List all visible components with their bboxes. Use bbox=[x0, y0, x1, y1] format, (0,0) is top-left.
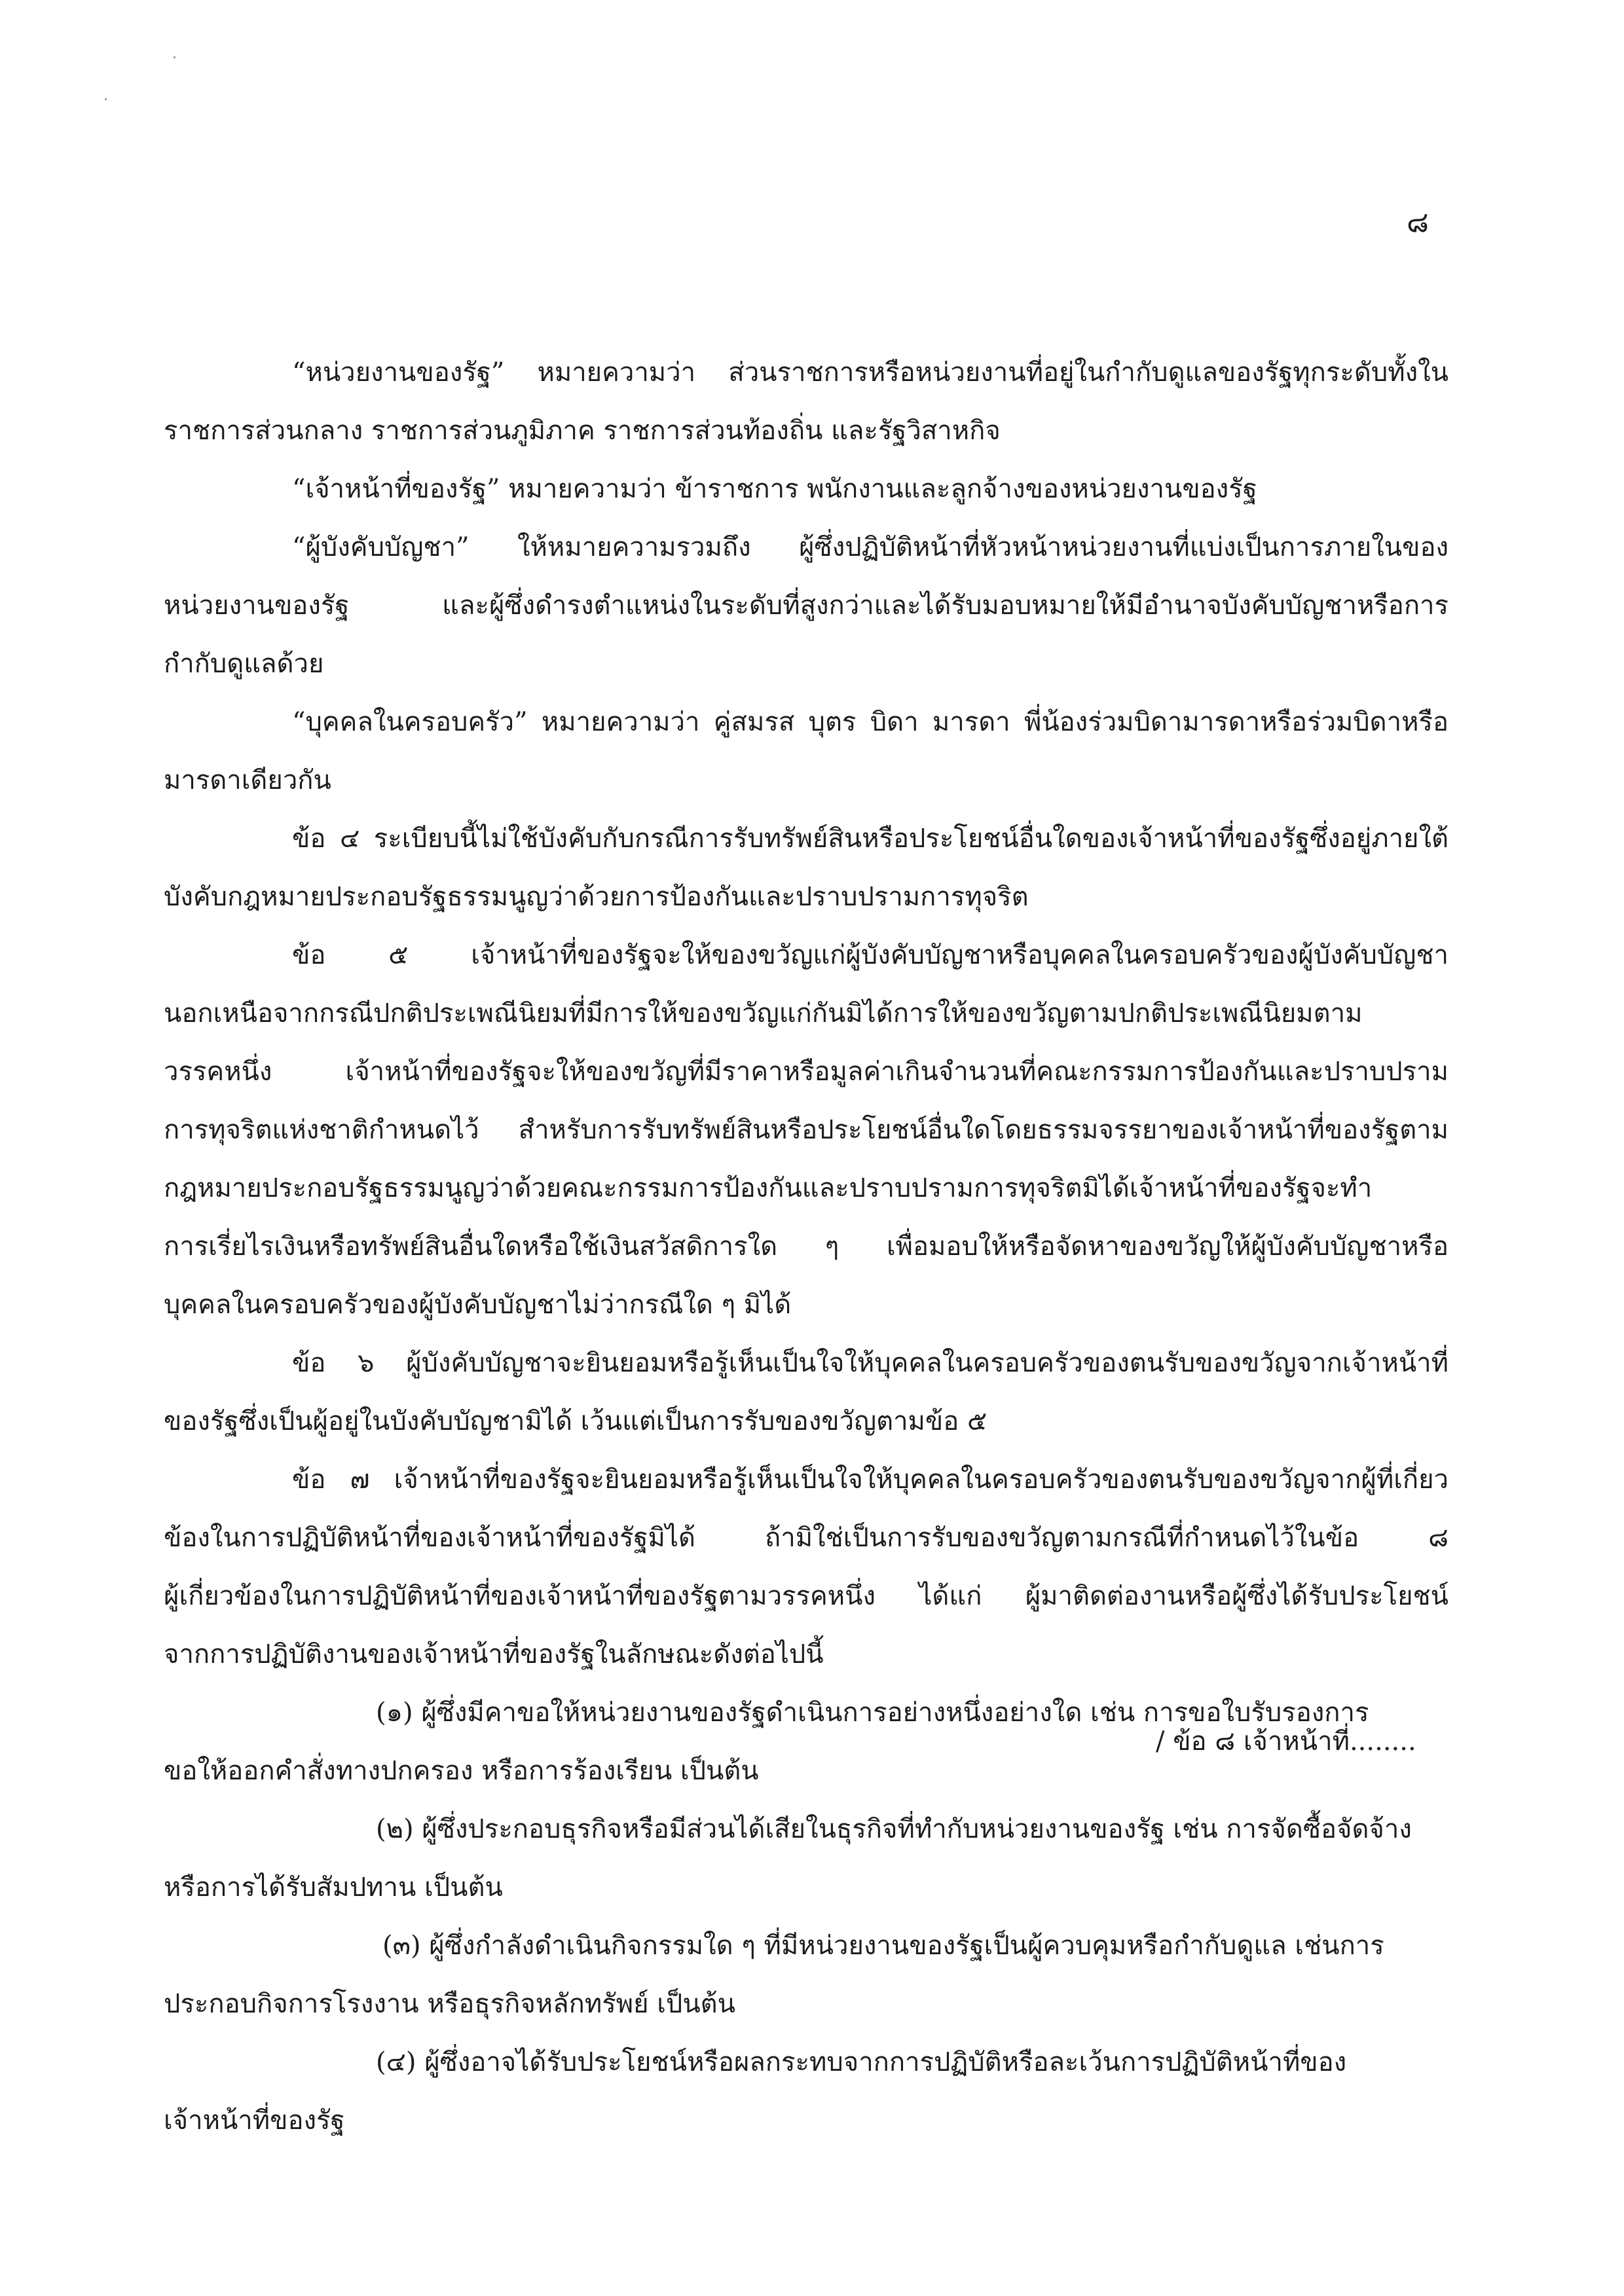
text-line: ของรัฐซึ่งเป็นผู้อยู่ในบังคับบัญชามิได้ เว้นแต่เป็นการรับของขวัญตามข้อ ๕ bbox=[164, 1406, 987, 1436]
scan-speck bbox=[105, 98, 107, 100]
text-line: ราชการส่วนกลาง ราชการส่วนภูมิภาค ราชการส่วนท้องถิ่น และรัฐวิสาหกิจ bbox=[164, 416, 1001, 446]
text-line: เจ้าหน้าที่ของรัฐ bbox=[164, 2105, 345, 2136]
text-line: บุคคลในครอบครัวของผู้บังคับบัญชาไม่ว่ากรณีใด ๆ มิได้ bbox=[164, 1290, 792, 1320]
clause-4: ข้อ ๔ ระเบียบนี้ไม่ใช้บังคับกับกรณีการรับทรัพย์สินหรือประโยชน์อื่นใดของเจ้าหน้าที่ของรัฐซึ่งอยู่ภายใต้ bbox=[292, 824, 1449, 854]
text-line: นอกเหนือจากกรณีปกติประเพณีนิยมที่มีการให้ของขวัญแก่กันมิได้การให้ของขวัญตามปกติประเพณีนิยมตาม bbox=[164, 998, 1363, 1029]
clause-5: ข้อ ๕ เจ้าหน้าที่ของรัฐจะให้ของขวัญแก่ผู้บังคับบัญชาหรือบุคคลในครอบครัวของผู้บังคับบัญชา bbox=[292, 940, 1449, 970]
clause-6: ข้อ ๖ ผู้บังคับบัญชาจะยินยอมหรือรู้เห็นเป็นใจให้บุคคลในครอบครัวของตนรับของขวัญจากเจ้าหน้าที่ bbox=[292, 1348, 1449, 1378]
text-line: บังคับกฎหมายประกอบรัฐธรรมนูญว่าด้วยการป้องกันและปราบปรามการทุจริต bbox=[164, 882, 1029, 912]
text-line: ประกอบกิจการโรงงาน หรือธุรกิจหลักทรัพย์ เป็นต้น bbox=[164, 1989, 735, 2019]
definition-supervisor: “ผู้บังคับบัญชา” ให้หมายความรวมถึง ผู้ซึ่งปฏิบัติหน้าที่หัวหน้าหน่วยงานที่แบ่งเป็นการภายในของ bbox=[292, 532, 1449, 562]
sub-item-1: (๑) ผู้ซึ่งมีคาขอให้หน่วยงานของรัฐดำเนินการอย่างหนึ่งอย่างใด เช่น การขอใบรับรองการ bbox=[376, 1698, 1369, 1728]
text-line: จากการปฏิบัติงานของเจ้าหน้าที่ของรัฐในลักษณะดังต่อไปนี้ bbox=[164, 1639, 824, 1669]
text-line: กฎหมายประกอบรัฐธรรมนูญว่าด้วยคณะกรรมการป้องกันและปราบปรามการทุจริตมิได้เจ้าหน้าที่ของรัฐจะทำ bbox=[164, 1173, 1373, 1203]
clause-7: ข้อ ๗ เจ้าหน้าที่ของรัฐจะยินยอมหรือรู้เห็นเป็นใจให้บุคคลในครอบครัวของตนรับของขวัญจากผู้ที่เกี่ยว bbox=[292, 1465, 1449, 1495]
scan-speck bbox=[174, 56, 175, 58]
text-line: หน่วยงานของรัฐ และผู้ซึ่งดำรงตำแหน่งในระดับที่สูงกว่าและได้รับมอบหมายให้มีอำนาจบังคับบัญชาหรือการ bbox=[164, 591, 1449, 621]
continuation-note: / ข้อ ๘ เจ้าหน้าที่........ bbox=[1156, 1726, 1416, 1757]
definition-state-agency: “หน่วยงานของรัฐ” หมายความว่า ส่วนราชการหรือหน่วยงานที่อยู่ในกำกับดูแลของรัฐทุกระดับทั้งใน bbox=[292, 357, 1449, 388]
sub-item-4: (๔) ผู้ซึ่งอาจได้รับประโยชน์หรือผลกระทบจากการปฏิบัติหรือละเว้นการปฏิบัติหน้าที่ของ bbox=[376, 2047, 1347, 2077]
page-number: ๘ bbox=[1407, 206, 1429, 239]
text-line: การทุจริตแห่งชาติกำหนดไว้ สำหรับการรับทรัพย์สินหรือประโยชน์อื่นใดโดยธรรมจรรยาของเจ้าหน้าที่ของรัฐตาม bbox=[164, 1115, 1449, 1145]
sub-item-3: (๓) ผู้ซึ่งกำลังดำเนินกิจกรรมใด ๆ ที่มีหน่วยงานของรัฐเป็นผู้ควบคุมหรือกำกับดูแล เช่นการ bbox=[382, 1931, 1384, 1961]
text-line: กำกับดูแลด้วย bbox=[164, 649, 324, 679]
text-line: หรือการได้รับสัมปทาน เป็นต้น bbox=[164, 1872, 503, 1903]
text-line: การเรี่ยไรเงินหรือทรัพย์สินอื่นใดหรือใช้เงินสวัสดิการใด ๆ เพื่อมอบให้หรือจัดหาของขวัญให้ผู้บังคับบัญชาหรือ bbox=[164, 1231, 1449, 1262]
text-line: ข้องในการปฏิบัติหน้าที่ของเจ้าหน้าที่ของรัฐมิได้ ถ้ามิใช่เป็นการรับของขวัญตามกรณีที่กำหนดไว้ในข้อ ๘ bbox=[164, 1523, 1449, 1553]
definition-family-member: “บุคคลในครอบครัว” หมายความว่า คู่สมรส บุตร บิดา มารดา พี่น้องร่วมบิดามารดาหรือร่วมบิดาหรือ bbox=[292, 707, 1449, 737]
text-line: วรรคหนึ่ง เจ้าหน้าที่ของรัฐจะให้ของขวัญที่มีราคาหรือมูลค่าเกินจำนวนที่คณะกรรมการป้องกันและปราบปราม bbox=[164, 1057, 1449, 1087]
text-line: ผู้เกี่ยวข้องในการปฏิบัติหน้าที่ของเจ้าหน้าที่ของรัฐตามวรรคหนึ่ง ได้แก่ ผู้มาติดต่องานหรือผู้ซึ่งได้รับประโยชน์ bbox=[164, 1581, 1449, 1611]
definition-state-official: “เจ้าหน้าที่ของรัฐ” หมายความว่า ข้าราชการ พนักงานและลูกจ้างของหน่วยงานของรัฐ bbox=[292, 474, 1257, 504]
regulation-body bbox=[164, 344, 1449, 2150]
text-line: ขอให้ออกคำสั่งทางปกครอง หรือการร้องเรียน เป็นต้น bbox=[164, 1756, 759, 1786]
sub-item-2: (๒) ผู้ซึ่งประกอบธุรกิจหรือมีส่วนได้เสียในธุรกิจที่ทำกับหน่วยงานของรัฐ เช่น การจัดซื้อจัดจ้าง bbox=[376, 1814, 1412, 1844]
text-line: มารดาเดียวกัน bbox=[164, 765, 331, 795]
